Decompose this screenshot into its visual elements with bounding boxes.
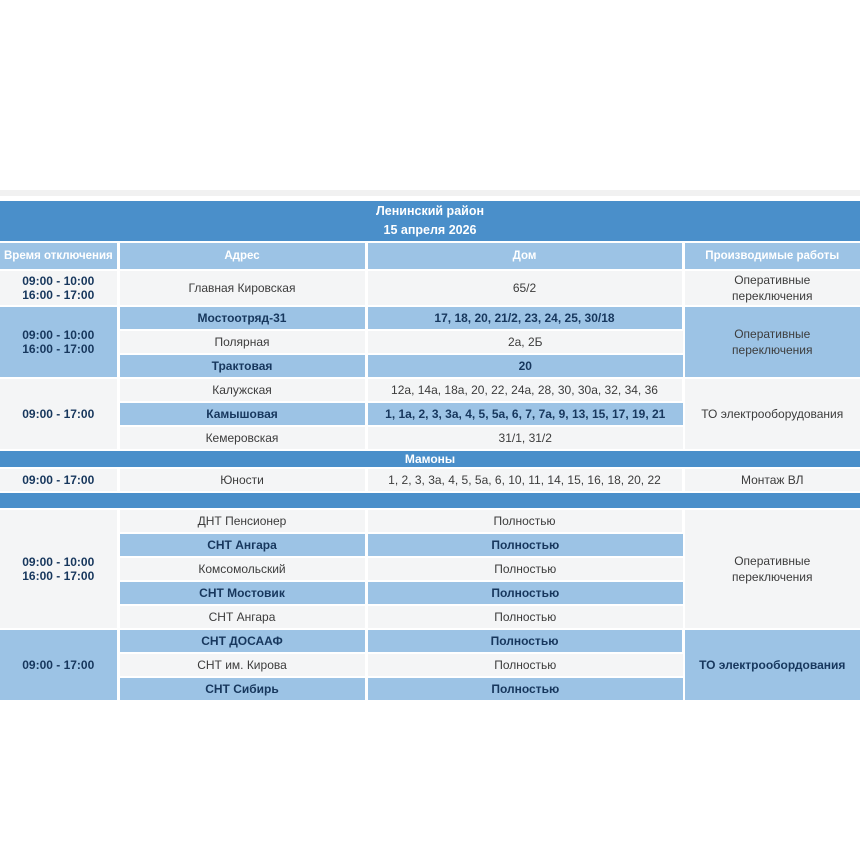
time-cell: 09:00 - 10:00 16:00 - 17:00 bbox=[0, 270, 118, 306]
column-header-works: Производимые работы bbox=[683, 242, 860, 270]
address-cell: Камышовая bbox=[118, 402, 366, 426]
address-cell: СНТ ДОСААФ bbox=[118, 629, 366, 653]
address-cell: СНТ Ангара bbox=[118, 533, 366, 557]
time-cell: 09:00 - 17:00 bbox=[0, 629, 118, 701]
address-cell: СНТ Мостовик bbox=[118, 581, 366, 605]
house-cell: 1, 1а, 2, 3, 3а, 4, 5, 5а, 6, 7, 7а, 9, 13, 15, 17, 19, 21 bbox=[366, 402, 683, 426]
house-cell: 17, 18, 20, 21/2, 23, 24, 25, 30/18 bbox=[366, 306, 683, 330]
top-divider-strip bbox=[0, 190, 860, 196]
house-cell: 12а, 14а, 18а, 20, 22, 24а, 28, 30, 30а, 32, 34, 36 bbox=[366, 378, 683, 402]
column-header-house: Дом bbox=[366, 242, 683, 270]
column-header-row bbox=[0, 242, 860, 270]
house-cell: 65/2 bbox=[366, 270, 683, 306]
schedule-body bbox=[0, 270, 860, 701]
works-cell: Оперативные переключения bbox=[683, 270, 860, 306]
table-row bbox=[0, 378, 860, 402]
house-cell: Полностью bbox=[366, 509, 683, 533]
address-cell: СНТ Сибирь bbox=[118, 677, 366, 701]
works-cell: Оперативные переключения bbox=[683, 306, 860, 378]
house-cell: Полностью bbox=[366, 605, 683, 629]
house-cell: Полностью bbox=[366, 677, 683, 701]
address-cell: СНТ Ангара bbox=[118, 605, 366, 629]
house-cell: Полностью bbox=[366, 653, 683, 677]
address-cell: Полярная bbox=[118, 330, 366, 354]
time-cell: 09:00 - 10:00 16:00 - 17:00 bbox=[0, 306, 118, 378]
section-banner: Мамоны bbox=[0, 450, 860, 468]
table-title-row bbox=[0, 201, 860, 242]
address-cell: Кемеровская bbox=[118, 426, 366, 450]
spacer-row bbox=[0, 492, 860, 509]
house-cell: 1, 2, 3, 3а, 4, 5, 5а, 6, 10, 11, 14, 15, 16, 18, 20, 22 bbox=[366, 468, 683, 492]
address-cell: ДНТ Пенсионер bbox=[118, 509, 366, 533]
house-cell: Полностью bbox=[366, 533, 683, 557]
works-cell: Оперативные переключения bbox=[683, 509, 860, 629]
address-cell: Калужская bbox=[118, 378, 366, 402]
spacer-cell bbox=[0, 492, 860, 509]
address-cell: Мостоотряд-31 bbox=[118, 306, 366, 330]
column-header-address: Адрес bbox=[118, 242, 366, 270]
table-row bbox=[0, 468, 860, 492]
time-cell: 09:00 - 17:00 bbox=[0, 468, 118, 492]
table-row bbox=[0, 306, 860, 330]
section-banner-row bbox=[0, 450, 860, 468]
schedule-date: 15 апреля 2026 bbox=[383, 223, 477, 237]
address-cell: Трактовая bbox=[118, 354, 366, 378]
house-cell: 20 bbox=[366, 354, 683, 378]
house-cell: Полностью bbox=[366, 581, 683, 605]
address-cell: Юности bbox=[118, 468, 366, 492]
outage-schedule-table bbox=[0, 201, 860, 702]
time-cell: 09:00 - 17:00 bbox=[0, 378, 118, 450]
house-cell: 31/1, 31/2 bbox=[366, 426, 683, 450]
works-cell: ТО электрообордования bbox=[683, 629, 860, 701]
time-cell: 09:00 - 10:00 16:00 - 17:00 bbox=[0, 509, 118, 629]
district-title: Ленинский район bbox=[376, 204, 485, 219]
table-row bbox=[0, 509, 860, 533]
column-header-time: Время отключения bbox=[0, 242, 118, 270]
table-title bbox=[0, 201, 860, 242]
house-cell: 2а, 2Б bbox=[366, 330, 683, 354]
table-row bbox=[0, 629, 860, 653]
schedule-page bbox=[0, 190, 860, 702]
works-cell: Монтаж ВЛ bbox=[683, 468, 860, 492]
house-cell: Полностью bbox=[366, 629, 683, 653]
address-cell: Главная Кировская bbox=[118, 270, 366, 306]
works-cell: ТО электрооборудования bbox=[683, 378, 860, 450]
table-row bbox=[0, 270, 860, 306]
address-cell: СНТ им. Кирова bbox=[118, 653, 366, 677]
address-cell: Комсомольский bbox=[118, 557, 366, 581]
house-cell: Полностью bbox=[366, 557, 683, 581]
